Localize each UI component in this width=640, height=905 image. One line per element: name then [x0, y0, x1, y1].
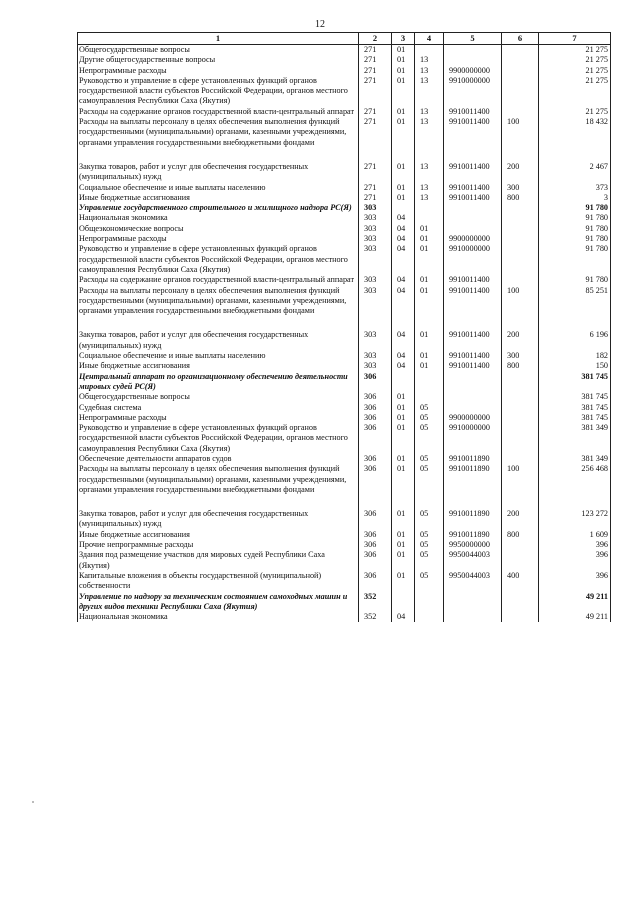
row-name-cell: Национальная экономика	[78, 612, 359, 622]
row-expense-type-cell	[502, 550, 539, 571]
row-expense-type-cell	[502, 45, 539, 56]
spacer-cell	[392, 148, 415, 162]
row-admin-code-cell: 303	[359, 224, 392, 234]
row-section-cell: 01	[392, 540, 415, 550]
row-section-cell: 01	[392, 392, 415, 402]
row-name-cell: Прочие непрограммные расходы	[78, 540, 359, 550]
row-section-cell: 01	[392, 403, 415, 413]
row-section-cell: 04	[392, 286, 415, 317]
row-name-cell: Другие общегосударственные вопросы	[78, 55, 359, 65]
row-name-cell: Непрограммные расходы	[78, 234, 359, 244]
row-subsection-cell: 05	[415, 403, 444, 413]
row-target-article-cell: 9910011400	[444, 330, 502, 351]
row-name-cell: Здания под размещение участков для мировых судей Республики Саха (Якутия)	[78, 550, 359, 571]
table-header-row	[78, 33, 611, 45]
row-name-cell: Руководство и управление в сфере установленных функций органов государственной власти субъектов Российской Федерации, органов местного самоуправления Республики Саха (Якутия)	[78, 244, 359, 275]
row-target-article-cell: 9910011400	[444, 351, 502, 361]
row-target-article-cell	[444, 403, 502, 413]
table-row	[78, 464, 611, 495]
spacer-cell	[359, 495, 392, 509]
row-section-cell	[392, 372, 415, 393]
row-subsection-cell: 13	[415, 66, 444, 76]
spacer-cell	[78, 495, 359, 509]
column-header-4: 4	[415, 33, 444, 45]
row-admin-code-cell: 306	[359, 454, 392, 464]
table-row	[78, 193, 611, 203]
row-section-cell: 01	[392, 55, 415, 65]
row-section-cell: 01	[392, 550, 415, 571]
row-amount-cell: 21 275	[539, 55, 611, 65]
row-spacer	[78, 495, 611, 509]
table-row	[78, 244, 611, 275]
table-row	[78, 351, 611, 361]
row-name-cell: Капитальные вложения в объекты государственной (муниципальной) собственности	[78, 571, 359, 592]
row-target-article-cell: 9910011890	[444, 509, 502, 530]
spacer-cell	[392, 316, 415, 330]
table-row	[78, 275, 611, 285]
row-name-cell: Руководство и управление в сфере установленных функций органов государственной власти субъектов Российской Федерации, органов местного самоуправления Республики Саха (Якутия)	[78, 76, 359, 107]
row-target-article-cell: 9950044003	[444, 571, 502, 592]
row-expense-type-cell: 800	[502, 361, 539, 371]
row-admin-code-cell: 271	[359, 66, 392, 76]
row-subsection-cell: 13	[415, 107, 444, 117]
column-header-7: 7	[539, 33, 611, 45]
spacer-cell	[539, 148, 611, 162]
row-expense-type-cell	[502, 275, 539, 285]
row-subsection-cell: 05	[415, 413, 444, 423]
row-expense-type-cell	[502, 76, 539, 107]
spacer-cell	[502, 495, 539, 509]
row-admin-code-cell: 306	[359, 413, 392, 423]
table-row	[78, 403, 611, 413]
row-section-cell: 04	[392, 612, 415, 622]
row-section-cell: 01	[392, 193, 415, 203]
row-name-cell: Центральный аппарат по организационному обеспечению деятельности мировых судей РС(Я)	[78, 372, 359, 393]
row-subsection-cell: 01	[415, 275, 444, 285]
row-amount-cell: 91 780	[539, 203, 611, 213]
row-amount-cell: 381 745	[539, 413, 611, 423]
row-admin-code-cell: 271	[359, 107, 392, 117]
row-admin-code-cell: 306	[359, 464, 392, 495]
row-expense-type-cell: 800	[502, 193, 539, 203]
row-section-cell: 04	[392, 244, 415, 275]
row-section-cell: 01	[392, 107, 415, 117]
row-name-cell: Иные бюджетные ассигнования	[78, 193, 359, 203]
row-admin-code-cell: 303	[359, 213, 392, 223]
row-subsection-cell	[415, 203, 444, 213]
row-section-cell: 01	[392, 509, 415, 530]
spacer-cell	[415, 148, 444, 162]
row-amount-cell: 381 745	[539, 372, 611, 393]
table-row	[78, 540, 611, 550]
row-target-article-cell: 9900000000	[444, 234, 502, 244]
row-expense-type-cell: 300	[502, 183, 539, 193]
table-row	[78, 117, 611, 148]
row-name-cell: Расходы на выплаты персоналу в целях обеспечения выполнения функций государственными (муниципальными) органами, казенными учреждениями, органами управления государственными внебюджетными фондами	[78, 286, 359, 317]
row-name-cell: Национальная экономика	[78, 213, 359, 223]
row-section-cell	[392, 592, 415, 613]
row-subsection-cell: 05	[415, 454, 444, 464]
row-admin-code-cell: 306	[359, 530, 392, 540]
row-subsection-cell: 01	[415, 330, 444, 351]
row-target-article-cell: 9910011400	[444, 193, 502, 203]
spacer-cell	[415, 495, 444, 509]
row-subsection-cell: 01	[415, 244, 444, 275]
row-amount-cell: 21 275	[539, 76, 611, 107]
row-subsection-cell: 01	[415, 224, 444, 234]
row-amount-cell: 3	[539, 193, 611, 203]
table-row	[78, 234, 611, 244]
row-admin-code-cell: 271	[359, 162, 392, 183]
row-target-article-cell	[444, 612, 502, 622]
row-section-cell: 04	[392, 351, 415, 361]
row-target-article-cell: 9900000000	[444, 66, 502, 76]
row-target-article-cell: 9910000000	[444, 423, 502, 454]
row-amount-cell: 373	[539, 183, 611, 193]
column-header-5: 5	[444, 33, 502, 45]
row-subsection-cell: 01	[415, 234, 444, 244]
row-admin-code-cell: 306	[359, 550, 392, 571]
row-amount-cell: 91 780	[539, 244, 611, 275]
row-amount-cell: 49 211	[539, 612, 611, 622]
row-admin-code-cell: 271	[359, 117, 392, 148]
row-section-cell: 01	[392, 45, 415, 56]
table-row	[78, 107, 611, 117]
row-section-cell: 04	[392, 275, 415, 285]
row-target-article-cell: 9910011400	[444, 107, 502, 117]
table-row	[78, 45, 611, 56]
row-amount-cell: 6 196	[539, 330, 611, 351]
row-subsection-cell: 13	[415, 117, 444, 148]
table-row	[78, 330, 611, 351]
row-expense-type-cell	[502, 403, 539, 413]
row-name-cell: Расходы на содержание органов государственной власти-центральный аппарат	[78, 275, 359, 285]
row-admin-code-cell: 303	[359, 275, 392, 285]
row-name-cell: Социальное обеспечение и иные выплаты населению	[78, 351, 359, 361]
row-admin-code-cell: 303	[359, 286, 392, 317]
row-admin-code-cell: 271	[359, 76, 392, 107]
row-admin-code-cell: 303	[359, 330, 392, 351]
row-target-article-cell: 9910011890	[444, 464, 502, 495]
row-section-cell: 01	[392, 117, 415, 148]
row-subsection-cell: 01	[415, 351, 444, 361]
page-number: 12	[315, 19, 325, 30]
row-subsection-cell: 01	[415, 361, 444, 371]
row-name-cell: Управление государственного строительного и жилищного надзора РС(Я)	[78, 203, 359, 213]
row-subsection-cell: 05	[415, 464, 444, 495]
table-row	[78, 571, 611, 592]
row-expense-type-cell	[502, 540, 539, 550]
table-row	[78, 203, 611, 213]
table-row	[78, 76, 611, 107]
row-subsection-cell: 05	[415, 530, 444, 540]
row-amount-cell: 150	[539, 361, 611, 371]
table-row	[78, 162, 611, 183]
row-name-cell: Судебная система	[78, 403, 359, 413]
row-spacer	[78, 148, 611, 162]
row-subsection-cell: 13	[415, 55, 444, 65]
row-subsection-cell: 13	[415, 76, 444, 107]
row-expense-type-cell	[502, 244, 539, 275]
spacer-cell	[539, 316, 611, 330]
row-admin-code-cell: 271	[359, 55, 392, 65]
row-section-cell: 01	[392, 571, 415, 592]
table-row	[78, 509, 611, 530]
row-expense-type-cell	[502, 413, 539, 423]
row-target-article-cell: 9910000000	[444, 76, 502, 107]
table-row	[78, 530, 611, 540]
row-expense-type-cell: 100	[502, 117, 539, 148]
table-row	[78, 213, 611, 223]
row-subsection-cell: 05	[415, 509, 444, 530]
row-target-article-cell	[444, 392, 502, 402]
row-expense-type-cell	[502, 107, 539, 117]
row-target-article-cell: 9910011400	[444, 286, 502, 317]
table-row	[78, 612, 611, 622]
row-name-cell: Непрограммные расходы	[78, 413, 359, 423]
row-amount-cell: 91 780	[539, 224, 611, 234]
row-target-article-cell	[444, 213, 502, 223]
table-row	[78, 66, 611, 76]
row-admin-code-cell: 271	[359, 45, 392, 56]
spacer-cell	[502, 148, 539, 162]
row-section-cell: 01	[392, 76, 415, 107]
row-target-article-cell: 9910011890	[444, 454, 502, 464]
row-subsection-cell: 05	[415, 540, 444, 550]
row-expense-type-cell	[502, 55, 539, 65]
table-row	[78, 413, 611, 423]
table-row	[78, 423, 611, 454]
row-name-cell: Расходы на содержание органов государственной власти-центральный аппарат	[78, 107, 359, 117]
row-section-cell: 01	[392, 413, 415, 423]
row-subsection-cell	[415, 592, 444, 613]
row-subsection-cell: 13	[415, 193, 444, 203]
row-expense-type-cell	[502, 224, 539, 234]
row-section-cell: 04	[392, 224, 415, 234]
table-row	[78, 55, 611, 65]
row-amount-cell: 85 251	[539, 286, 611, 317]
row-target-article-cell: 9950044003	[444, 550, 502, 571]
row-name-cell: Общегосударственные вопросы	[78, 392, 359, 402]
table-row	[78, 392, 611, 402]
row-expense-type-cell	[502, 203, 539, 213]
budget-table	[77, 32, 611, 622]
column-header-3: 3	[392, 33, 415, 45]
row-expense-type-cell	[502, 66, 539, 76]
row-target-article-cell	[444, 45, 502, 56]
row-admin-code-cell: 306	[359, 392, 392, 402]
row-amount-cell: 381 745	[539, 403, 611, 413]
row-expense-type-cell	[502, 612, 539, 622]
row-subsection-cell: 05	[415, 550, 444, 571]
row-name-cell: Общегосударственные вопросы	[78, 45, 359, 56]
spacer-cell	[502, 316, 539, 330]
row-admin-code-cell: 271	[359, 193, 392, 203]
row-subsection-cell: 01	[415, 286, 444, 317]
row-section-cell: 01	[392, 162, 415, 183]
row-name-cell: Общеэкономические вопросы	[78, 224, 359, 234]
row-target-article-cell: 9910011400	[444, 361, 502, 371]
row-admin-code-cell: 306	[359, 423, 392, 454]
row-target-article-cell	[444, 592, 502, 613]
row-section-cell: 01	[392, 423, 415, 454]
table-row	[78, 183, 611, 193]
row-amount-cell: 91 780	[539, 213, 611, 223]
row-section-cell: 04	[392, 213, 415, 223]
row-name-cell: Закупка товаров, работ и услуг для обеспечения государственных (муниципальных) нужд	[78, 509, 359, 530]
scan-speck	[32, 801, 34, 803]
row-subsection-cell	[415, 372, 444, 393]
row-amount-cell: 256 468	[539, 464, 611, 495]
row-amount-cell: 123 272	[539, 509, 611, 530]
row-admin-code-cell: 306	[359, 509, 392, 530]
spacer-cell	[78, 316, 359, 330]
row-target-article-cell	[444, 372, 502, 393]
row-expense-type-cell: 100	[502, 464, 539, 495]
spacer-cell	[444, 148, 502, 162]
row-admin-code-cell: 303	[359, 351, 392, 361]
row-section-cell: 04	[392, 361, 415, 371]
row-spacer	[78, 316, 611, 330]
row-expense-type-cell	[502, 392, 539, 402]
row-section-cell: 04	[392, 234, 415, 244]
row-admin-code-cell: 271	[359, 183, 392, 193]
row-expense-type-cell	[502, 234, 539, 244]
row-amount-cell: 91 780	[539, 275, 611, 285]
column-header-6: 6	[502, 33, 539, 45]
row-target-article-cell	[444, 203, 502, 213]
row-amount-cell: 21 275	[539, 107, 611, 117]
row-name-cell: Иные бюджетные ассигнования	[78, 530, 359, 540]
row-section-cell: 01	[392, 66, 415, 76]
row-admin-code-cell: 352	[359, 592, 392, 613]
row-amount-cell: 182	[539, 351, 611, 361]
row-amount-cell: 21 275	[539, 66, 611, 76]
row-expense-type-cell: 300	[502, 351, 539, 361]
row-target-article-cell: 9910011400	[444, 162, 502, 183]
table-row	[78, 592, 611, 613]
row-admin-code-cell: 306	[359, 540, 392, 550]
table-row	[78, 372, 611, 393]
row-subsection-cell: 13	[415, 183, 444, 193]
row-amount-cell: 396	[539, 550, 611, 571]
spacer-cell	[539, 495, 611, 509]
row-admin-code-cell: 303	[359, 234, 392, 244]
row-section-cell	[392, 203, 415, 213]
table-row	[78, 454, 611, 464]
row-admin-code-cell: 303	[359, 361, 392, 371]
row-name-cell: Обеспечение деятельности аппаратов судов	[78, 454, 359, 464]
row-amount-cell: 18 432	[539, 117, 611, 148]
row-name-cell: Иные бюджетные ассигнования	[78, 361, 359, 371]
row-section-cell: 01	[392, 454, 415, 464]
spacer-cell	[444, 316, 502, 330]
column-header-1: 1	[78, 33, 359, 45]
spacer-cell	[359, 148, 392, 162]
row-name-cell: Руководство и управление в сфере установленных функций органов государственной власти субъектов Российской Федерации, органов местного самоуправления Республики Саха (Якутия)	[78, 423, 359, 454]
spacer-cell	[415, 316, 444, 330]
row-admin-code-cell: 303	[359, 244, 392, 275]
row-expense-type-cell	[502, 454, 539, 464]
table-row	[78, 550, 611, 571]
spacer-cell	[444, 495, 502, 509]
row-amount-cell: 1 609	[539, 530, 611, 540]
row-section-cell: 04	[392, 330, 415, 351]
row-expense-type-cell	[502, 592, 539, 613]
row-name-cell: Закупка товаров, работ и услуг для обеспечения государственных (муниципальных) нужд	[78, 162, 359, 183]
row-section-cell: 01	[392, 464, 415, 495]
spacer-cell	[78, 148, 359, 162]
row-target-article-cell: 9950000000	[444, 540, 502, 550]
row-expense-type-cell: 100	[502, 286, 539, 317]
row-name-cell: Расходы на выплаты персоналу в целях обеспечения выполнения функций государственными (муниципальными) органами, казенными учреждениями, органами управления государственными внебюджетными фондами	[78, 464, 359, 495]
row-admin-code-cell: 306	[359, 571, 392, 592]
row-admin-code-cell: 303	[359, 203, 392, 213]
row-name-cell: Управление по надзору за техническим состоянием самоходных машин и других видов техники Республики Саха (Якутия)	[78, 592, 359, 613]
row-subsection-cell	[415, 392, 444, 402]
row-amount-cell: 49 211	[539, 592, 611, 613]
row-amount-cell: 381 349	[539, 454, 611, 464]
row-expense-type-cell: 200	[502, 330, 539, 351]
row-expense-type-cell: 200	[502, 162, 539, 183]
row-amount-cell: 91 780	[539, 234, 611, 244]
row-expense-type-cell: 800	[502, 530, 539, 540]
row-subsection-cell	[415, 213, 444, 223]
row-target-article-cell: 9900000000	[444, 413, 502, 423]
row-expense-type-cell	[502, 423, 539, 454]
row-subsection-cell	[415, 612, 444, 622]
row-section-cell: 01	[392, 183, 415, 193]
table-row	[78, 286, 611, 317]
row-amount-cell: 381 745	[539, 392, 611, 402]
row-name-cell: Расходы на выплаты персоналу в целях обеспечения выполнения функций государственными (муниципальными) органами, казенными учреждениями, органами управления государственными внебюджетными фондами	[78, 117, 359, 148]
row-subsection-cell	[415, 45, 444, 56]
row-expense-type-cell: 400	[502, 571, 539, 592]
row-admin-code-cell: 306	[359, 372, 392, 393]
row-amount-cell: 396	[539, 571, 611, 592]
row-target-article-cell: 9910000000	[444, 244, 502, 275]
row-section-cell: 01	[392, 530, 415, 540]
row-target-article-cell	[444, 55, 502, 65]
row-expense-type-cell: 200	[502, 509, 539, 530]
row-admin-code-cell: 352	[359, 612, 392, 622]
row-target-article-cell: 9910011400	[444, 183, 502, 193]
row-expense-type-cell	[502, 213, 539, 223]
spacer-cell	[359, 316, 392, 330]
row-subsection-cell: 13	[415, 162, 444, 183]
row-subsection-cell: 05	[415, 423, 444, 454]
table-row	[78, 224, 611, 234]
row-name-cell: Закупка товаров, работ и услуг для обеспечения государственных (муниципальных) нужд	[78, 330, 359, 351]
spacer-cell	[392, 495, 415, 509]
table-row	[78, 361, 611, 371]
row-target-article-cell: 9910011400	[444, 275, 502, 285]
column-header-2: 2	[359, 33, 392, 45]
row-target-article-cell	[444, 224, 502, 234]
row-target-article-cell: 9910011400	[444, 117, 502, 148]
row-target-article-cell: 9910011890	[444, 530, 502, 540]
row-amount-cell: 396	[539, 540, 611, 550]
row-amount-cell: 2 467	[539, 162, 611, 183]
row-name-cell: Непрограммные расходы	[78, 66, 359, 76]
row-subsection-cell: 05	[415, 571, 444, 592]
row-name-cell: Социальное обеспечение и иные выплаты населению	[78, 183, 359, 193]
row-amount-cell: 381 349	[539, 423, 611, 454]
row-expense-type-cell	[502, 372, 539, 393]
row-amount-cell: 21 275	[539, 45, 611, 56]
row-admin-code-cell: 306	[359, 403, 392, 413]
